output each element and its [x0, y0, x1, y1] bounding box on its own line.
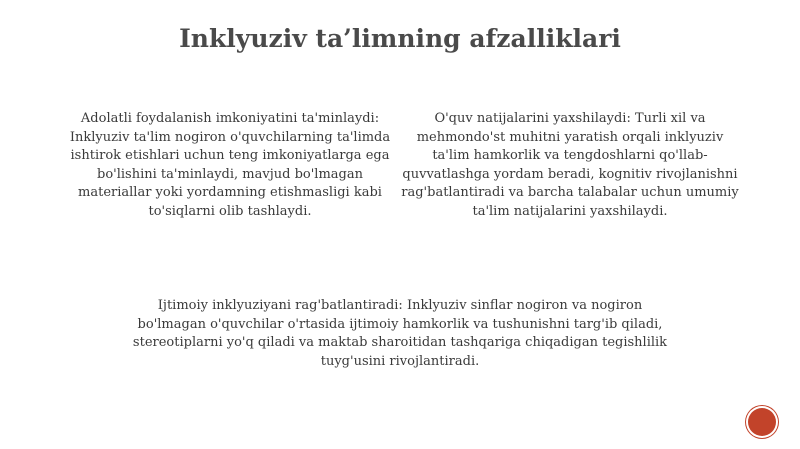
next-slide-button[interactable] — [748, 408, 776, 436]
paragraph-social-inclusion: Ijtimoiy inklyuziyani rag'batlantiradi: Inklyuziv sinflar nogiron va nogiron bo'lmagan o'quvchilar o'rtasida ijtimoiy hamkorlik va tushunishni targ'ib qiladi, stereotiplarni yo'q qiladi va maktab sharoitidan tashqariga chiqadigan tegishlilik tuyg'usini rivojlantiradi. — [132, 298, 668, 369]
paragraph-equal-access: Adolatli foydalanish imkoniyatini ta'minlaydi: Inklyuziv ta'lim nogiron o'quvchilarning ta'limda ishtirok etishlari uchun teng imkoniyatlarga ega bo'lishini ta'minlaydi, mavjud bo'lmagan materiallar yoki yordamning etishmasligi kabi to'siqlarni olib tashlaydi. — [69, 111, 391, 219]
slide-title: Inklyuziv ta’limning afzalliklari — [179, 24, 621, 53]
paragraph-learning-outcomes: O'quv natijalarini yaxshilaydi: Turli xil va mehmondo'st muhitni yaratish orqali inklyuziv ta'lim hamkorlik va tengdoshlarni qo'llab-quvvatlashga yordam beradi, kognitiv rivojlanishni rag'batlantiradi va barcha talabalar uchun umumiy ta'lim natijalarini yaxshilaydi. — [401, 111, 739, 219]
